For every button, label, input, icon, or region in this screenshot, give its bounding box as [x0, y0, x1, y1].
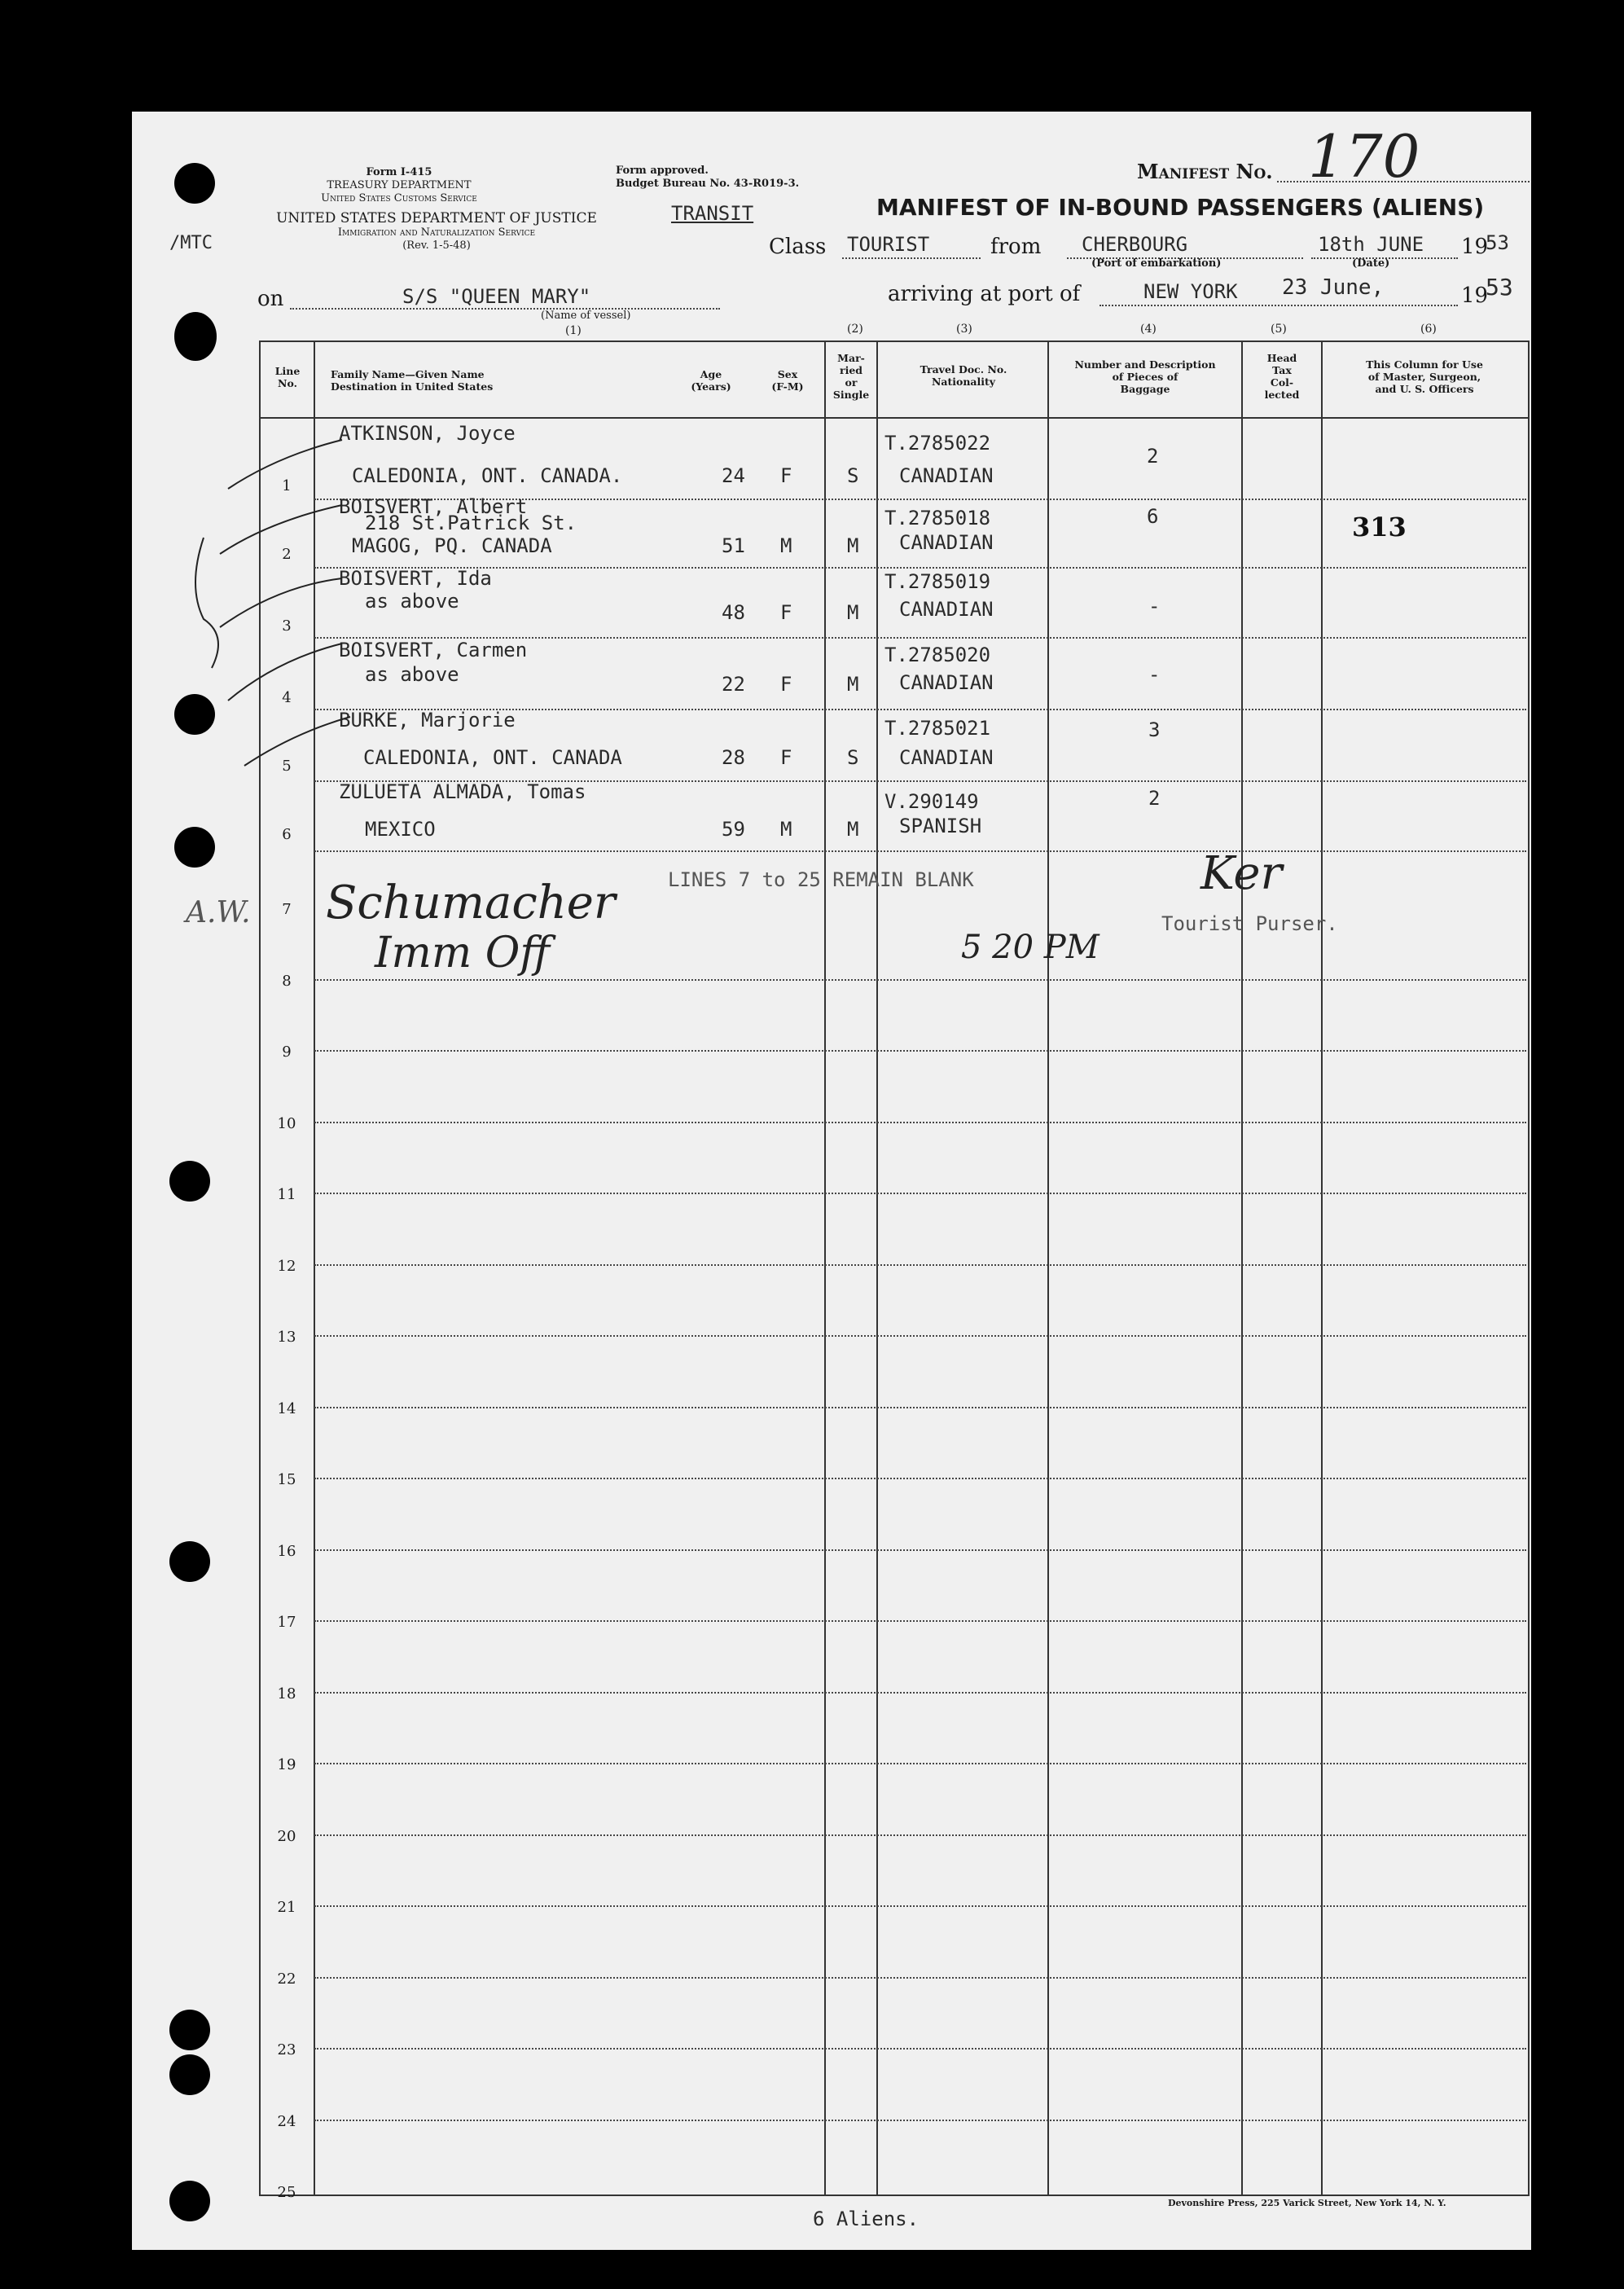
col-travel-line1: Travel Doc. No.: [920, 363, 1007, 376]
row-separator: [314, 1050, 1526, 1052]
passenger-age: 24: [722, 464, 745, 487]
passenger-name: BOISVERT, Carmen: [339, 639, 528, 661]
budget-bureau: Budget Bureau No. 43-R019-3.: [616, 178, 800, 190]
manifest-title: MANIFEST OF IN-BOUND PASSENGERS (ALIENS): [876, 194, 1485, 221]
form-number: Form I-415: [366, 166, 432, 178]
header-rule: [259, 417, 1528, 419]
passenger-nationality: SPANISH: [899, 815, 982, 837]
justice-block: [257, 210, 616, 253]
col-num-3: (3): [956, 323, 972, 336]
passenger-marital: M: [847, 818, 859, 841]
row-separator: [314, 1407, 1526, 1408]
col-travel: [888, 363, 1039, 388]
vessel-caption: (Name of vessel): [541, 310, 631, 322]
table-row-line-number: 6: [282, 826, 292, 843]
col-headtax-line2: Tax: [1272, 364, 1292, 376]
handwritten-name: Schumacher: [326, 876, 616, 929]
blank-lines-note: LINES 7 to 25 REMAIN BLANK: [668, 868, 974, 891]
transit-stamp: TRANSIT: [671, 202, 754, 225]
purser-title: Tourist Purser.: [1161, 912, 1338, 935]
purser-signature: Ker: [1200, 847, 1283, 900]
from-caption: (Port of embarkation): [1091, 257, 1222, 270]
col-name-line2: Destination in United States: [331, 380, 494, 393]
col-baggage: [1051, 358, 1240, 395]
row-separator: [314, 1264, 1526, 1266]
printer-imprint: Devonshire Press, 225 Varick Street, New York 14, N. Y.: [1168, 2198, 1446, 2208]
passenger-baggage: 2: [1147, 445, 1159, 468]
col-num-4: (4): [1140, 323, 1157, 336]
row-separator: [314, 1122, 1526, 1123]
table-row-line-number: 3: [282, 617, 292, 635]
punch-hole: [169, 2010, 210, 2050]
col-name-line1: Family Name—Given Name: [331, 368, 485, 380]
passenger-name: ATKINSON, Joyce: [339, 422, 516, 445]
blank-line-number: 19: [277, 1756, 296, 1773]
passenger-sex: M: [780, 534, 792, 557]
officer-note: 313: [1352, 512, 1407, 543]
col-baggage-line3: Baggage: [1120, 383, 1170, 395]
row-separator: [314, 1335, 1526, 1337]
row-separator: [314, 1834, 1526, 1836]
col-sex-line1: Sex: [777, 368, 798, 380]
row-separator: [314, 1620, 1526, 1622]
col-headtax-line1: Head: [1266, 352, 1297, 364]
treasury-dept: TREASURY DEPARTMENT: [327, 179, 472, 191]
passenger-destination: MEXICO: [365, 818, 436, 841]
approval-line: Form approved.: [616, 165, 709, 177]
row-separator: [314, 567, 1526, 569]
row-separator: [314, 850, 1526, 852]
blank-line-number: 25: [277, 2184, 296, 2201]
blank-line-number: 21: [277, 1899, 296, 1916]
passenger-age: 28: [722, 746, 745, 769]
arrival-year-suffix: 53: [1486, 274, 1513, 301]
passenger-marital: S: [847, 464, 859, 487]
passenger-nationality: CANADIAN: [899, 746, 994, 769]
blank-line-number: 16: [277, 1543, 296, 1560]
passenger-sex: F: [780, 464, 792, 487]
col-married-line2: ried: [839, 364, 863, 376]
passenger-baggage: -: [1148, 595, 1161, 617]
passenger-age: 22: [722, 673, 745, 696]
row-separator: [314, 1763, 1526, 1764]
blank-line-number: 10: [277, 1115, 296, 1132]
row-separator: [314, 1692, 1526, 1694]
blank-line-number: 12: [277, 1258, 296, 1275]
table-frame: [259, 340, 1530, 2196]
table-row-line-number: 5: [282, 758, 292, 775]
row-separator: [314, 2048, 1526, 2050]
col-married-line1: Mar-: [837, 352, 865, 364]
from-value: CHERBOURG: [1082, 233, 1188, 256]
blank-line-number: 11: [277, 1186, 296, 1203]
col-officers-line1: This Column for Use: [1366, 358, 1483, 371]
customs-service: United States Customs Service: [321, 192, 477, 204]
passenger-sex: M: [780, 818, 792, 841]
col-rule: [824, 340, 826, 2195]
passenger-sex: F: [780, 746, 792, 769]
port-value: NEW YORK: [1143, 280, 1238, 303]
arrival-date: 23 June,: [1282, 275, 1385, 300]
row-separator: [314, 2120, 1526, 2121]
table-row-line-number: 2: [282, 546, 292, 563]
col-age-line2: (Years): [691, 380, 731, 393]
alien-total: 6 Aliens.: [813, 2208, 920, 2230]
date-value: 18th JUNE: [1318, 233, 1424, 256]
class-dots: [842, 257, 981, 259]
col-headtax-line3: Col-: [1270, 376, 1294, 389]
col-line-no: Line No.: [274, 365, 301, 389]
form-block: [318, 166, 481, 205]
col-officers-line2: of Master, Surgeon,: [1367, 371, 1481, 383]
row-separator: [314, 1905, 1526, 1907]
col-officers: [1324, 358, 1525, 395]
table-row-line-number: 1: [282, 477, 292, 494]
blank-line-number: 14: [277, 1400, 296, 1417]
arrival-year-prefix: 19: [1461, 283, 1489, 308]
passenger-destination: as above: [365, 663, 459, 686]
passenger-baggage: 2: [1148, 787, 1161, 810]
passenger-baggage: 3: [1148, 718, 1161, 741]
punch-hole: [174, 163, 215, 204]
passenger-marital: M: [847, 673, 859, 696]
handwritten-initial: A.W.: [186, 896, 251, 929]
col-married-line3: or: [845, 376, 858, 389]
passenger-nationality: CANADIAN: [899, 531, 994, 554]
passenger-marital: M: [847, 534, 859, 557]
date-caption: (Date): [1352, 257, 1390, 270]
col-num-6: (6): [1420, 323, 1437, 336]
col-rule: [876, 340, 878, 2195]
date-year-suffix: 53: [1486, 231, 1509, 254]
blank-line-number: 15: [277, 1471, 296, 1488]
passenger-destination: as above: [365, 590, 459, 613]
col-num-2: (2): [847, 323, 863, 336]
passenger-doc: T.2785018: [884, 507, 991, 529]
passenger-sex: F: [780, 601, 792, 624]
col-num-5: (5): [1271, 323, 1287, 336]
passenger-name: ZULUETA ALMADA, Tomas: [339, 780, 586, 803]
col-officers-line3: and U. S. Officers: [1375, 383, 1474, 395]
col-baggage-line1: Number and Description: [1074, 358, 1216, 371]
blank-line-number: 20: [277, 1828, 296, 1845]
punch-hole: [169, 2054, 210, 2095]
passenger-nationality: CANADIAN: [899, 671, 994, 694]
passenger-address: 218 St.Patrick St.: [365, 512, 577, 534]
col-headtax: [1243, 352, 1321, 401]
class-label: Class: [769, 235, 827, 259]
passenger-destination: CALEDONIA, ONT. CANADA: [363, 746, 622, 769]
passenger-doc: T.2785021: [884, 717, 991, 740]
from-label: from: [990, 235, 1042, 259]
passenger-nationality: CANADIAN: [899, 598, 994, 621]
blank-line-number: 17: [277, 1614, 296, 1631]
row-separator: [314, 1193, 1526, 1194]
manifest-label: Manifest No.: [1137, 160, 1273, 183]
passenger-marital: M: [847, 601, 859, 624]
blank-line-number: 24: [277, 2113, 296, 2130]
col-sex: [759, 368, 816, 393]
revision: (Rev. 1-5-48): [402, 239, 471, 252]
passenger-doc: T.2785019: [884, 570, 991, 593]
col-rule: [1321, 340, 1323, 2195]
justice-dept: UNITED STATES DEPARTMENT OF JUSTICE: [276, 210, 597, 226]
blank-line-number: 8: [282, 973, 292, 990]
table-row-line-number: 4: [282, 689, 292, 706]
passenger-name: BOISVERT, Albert: [339, 495, 528, 518]
passenger-baggage: 6: [1147, 505, 1159, 528]
row-separator: [314, 1478, 1526, 1479]
punch-hole: [174, 312, 217, 361]
punch-hole: [169, 2181, 210, 2221]
blank-line-number: 18: [277, 1685, 296, 1702]
date-year-prefix: 19: [1461, 235, 1489, 259]
passenger-baggage: -: [1148, 663, 1161, 686]
vessel-value: S/S "QUEEN MARY": [402, 285, 591, 308]
handwritten-time: 5 20 PM: [961, 929, 1099, 966]
col-sex-line2: (F-M): [771, 380, 804, 393]
passenger-doc: T.2785020: [884, 644, 991, 666]
col-married: [826, 352, 876, 401]
blank-line-number: 23: [277, 2041, 296, 2058]
ins-service: Immigration and Naturalization Service: [337, 226, 536, 239]
passenger-age: 51: [722, 534, 745, 557]
passenger-doc: T.2785022: [884, 432, 991, 455]
row-separator: [314, 979, 1526, 981]
col-age: [683, 368, 740, 393]
col-rule: [1047, 340, 1049, 2195]
on-label: on: [257, 287, 284, 311]
passenger-destination: CALEDONIA, ONT. CANADA.: [352, 464, 623, 487]
passenger-name: BOISVERT, Ida: [339, 567, 492, 590]
col-headtax-line4: lected: [1264, 389, 1300, 401]
punch-hole: [169, 1541, 210, 1582]
passenger-sex: F: [780, 673, 792, 696]
col-rule: [1241, 340, 1243, 2195]
col-travel-line2: Nationality: [931, 376, 996, 388]
check-marks: [179, 424, 375, 782]
side-mark: /MTC: [169, 233, 213, 253]
row-separator: [314, 1977, 1526, 1979]
passenger-nationality: CANADIAN: [899, 464, 994, 487]
blank-line-number: 22: [277, 1970, 296, 1988]
blank-line-number: 9: [282, 1043, 292, 1061]
col-baggage-line2: of Pieces of: [1112, 371, 1178, 383]
vessel-dots: [290, 308, 720, 310]
passenger-age: 59: [722, 818, 745, 841]
passenger-doc: V.290149: [884, 790, 979, 813]
row-separator: [314, 1549, 1526, 1551]
col-married-line4: Single: [832, 389, 870, 401]
blank-line-number: 7: [282, 901, 292, 918]
handwritten-office: Imm Off: [375, 929, 551, 978]
vessel-num: (1): [565, 324, 582, 337]
col-name: [331, 368, 493, 393]
arriving-label: arriving at port of: [888, 282, 1081, 306]
col-age-line1: Age: [700, 368, 722, 380]
passenger-age: 48: [722, 601, 745, 624]
passenger-name: BURKE, Marjorie: [339, 709, 516, 732]
port-dots: [1099, 305, 1458, 306]
punch-hole: [169, 1161, 210, 1202]
passenger-marital: S: [847, 746, 859, 769]
class-value: TOURIST: [847, 233, 930, 256]
punch-hole: [174, 827, 215, 868]
blank-line-number: 13: [277, 1329, 296, 1346]
manifest-number: 170: [1308, 122, 1420, 191]
passenger-destination: MAGOG, PQ. CANADA: [352, 534, 552, 557]
approval-block: [616, 165, 799, 191]
